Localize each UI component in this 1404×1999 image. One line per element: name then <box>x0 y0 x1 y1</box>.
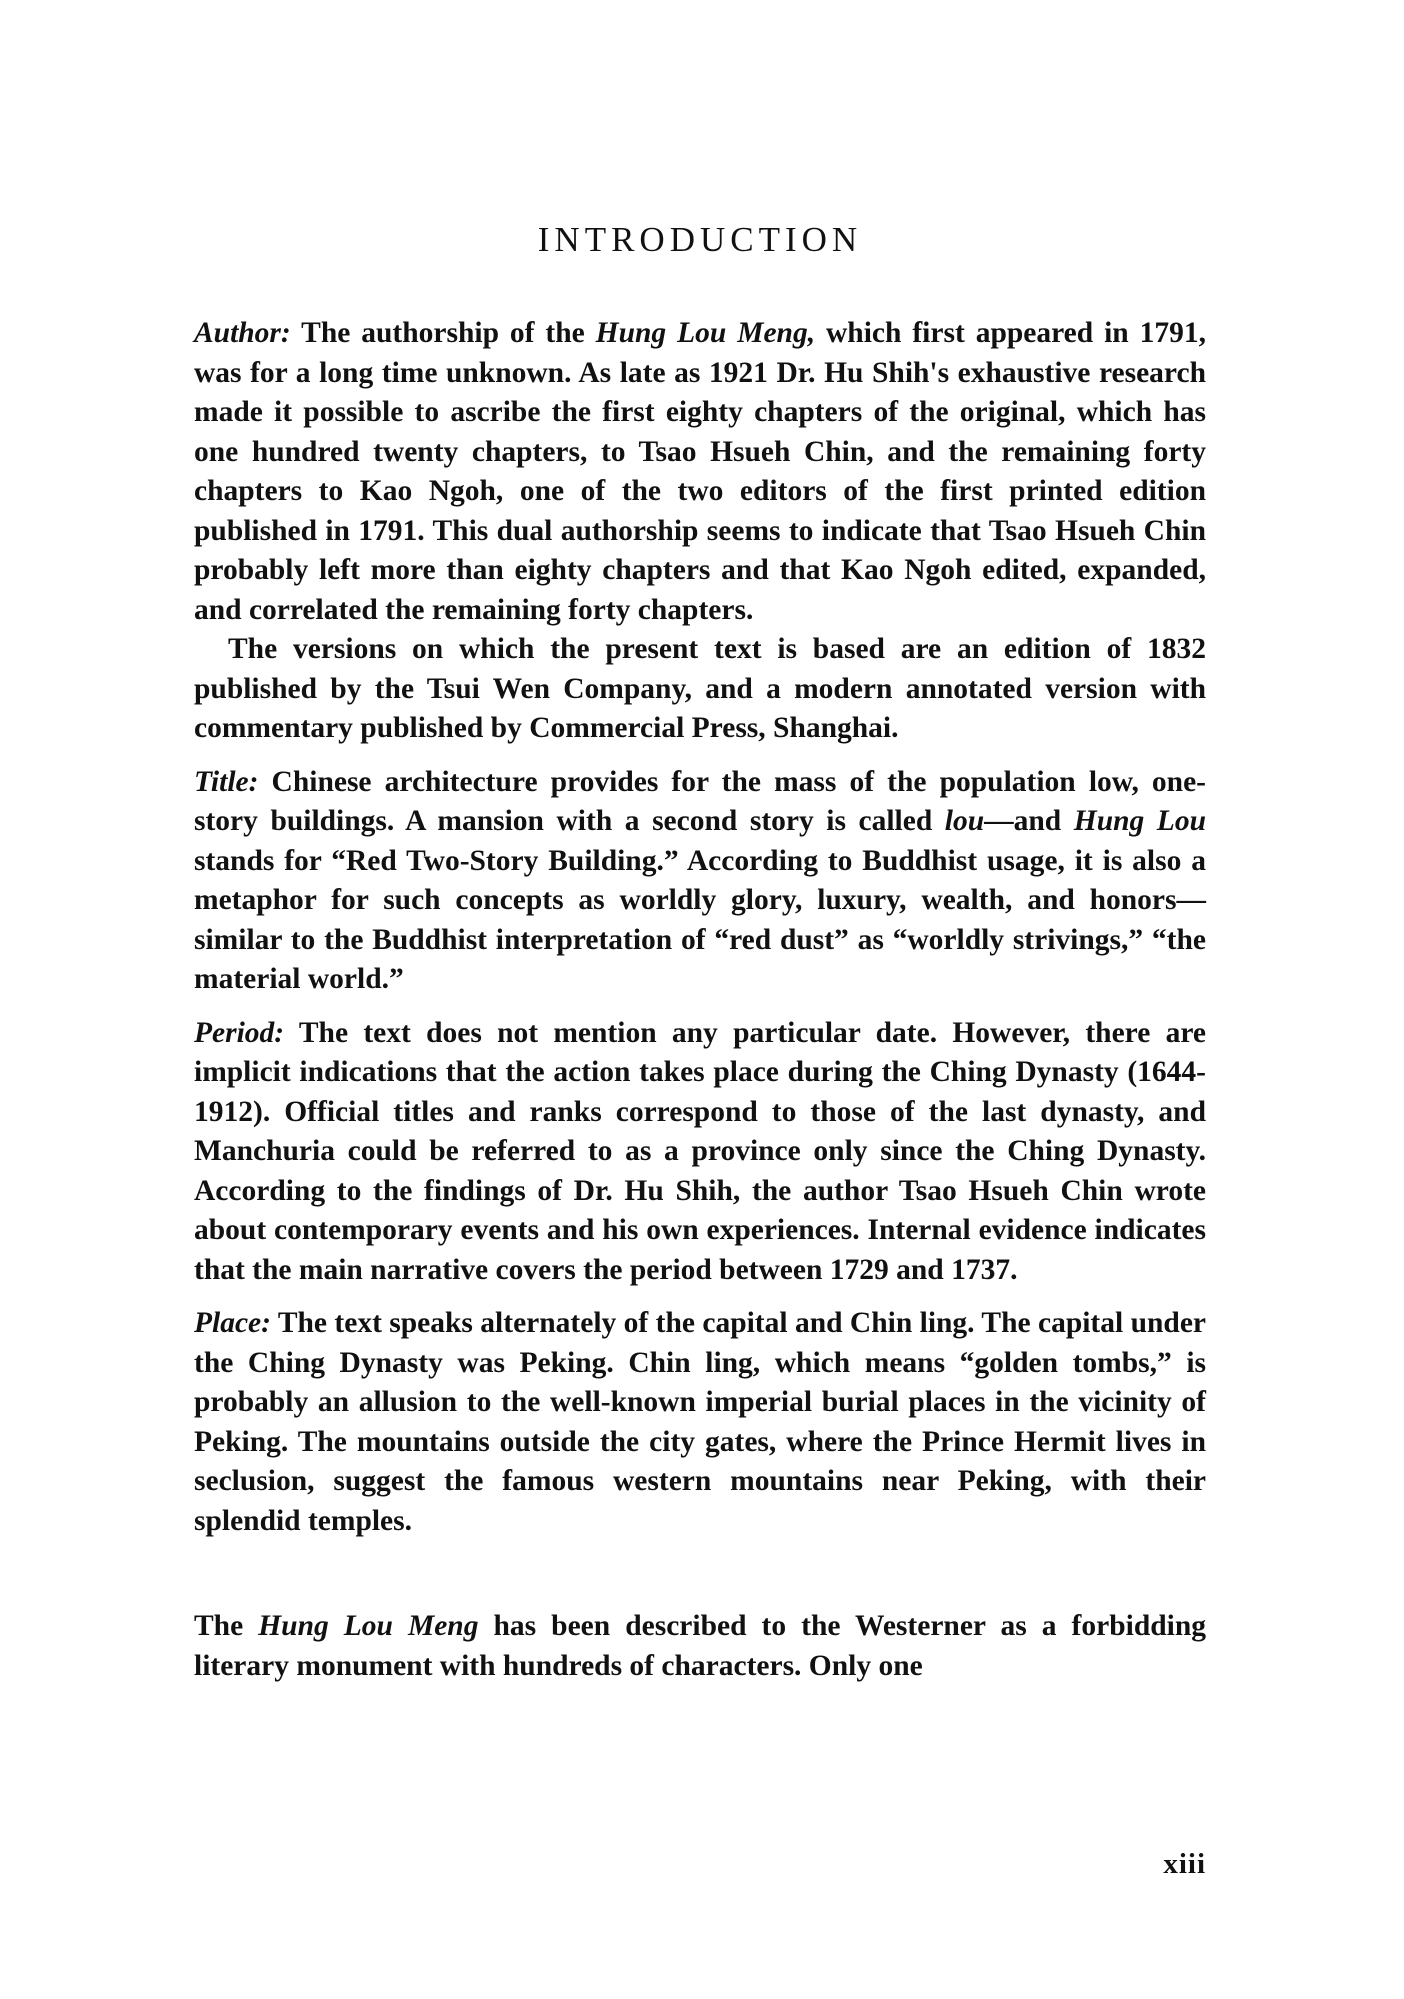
book-page <box>194 220 1206 1880</box>
versions-paragraph: The versions on which the present text is based are an edition of 1832 published by the Tsui Wen Company, and a modern annotated version with commentary published by Commercial Press, Shanghai. <box>194 633 1206 744</box>
title-paragraph <box>194 763 1206 1000</box>
title-text-1: Chinese architecture provides for the mass of the population low, one-story buildings. A mansion with a second story is called <box>194 765 1206 837</box>
author-label: Author: <box>194 317 291 349</box>
author-paragraph <box>194 314 1206 630</box>
author-text-1: The authorship of the <box>290 317 596 349</box>
lou-italic: lou <box>944 805 985 837</box>
period-text: The text does not mention any particular date. However, there are implicit indications that the action takes place during the Ching Dynasty (1644-1912). Official titles and ranks correspond to those of the last dynasty, and Manchuria could be referred to as a province only since the Ching Dynasty. According to the findings of Dr. Hu Shih, the author Tsao Hsueh Chin wrote about contemporary events and his own experiences. Internal evidence indicates that the main narrative covers the period between 1729 and 1737. <box>194 1016 1206 1286</box>
closing-title-italic: Hung Lou Meng <box>258 1610 479 1642</box>
closing-text-1: The <box>194 1610 259 1642</box>
title-label: Title: <box>194 765 259 798</box>
author-text-2: which first appeared in 1791, was for a long time unknown. As late as 1921 Dr. Hu Shih's exhaustive research made it possible to ascribe the first eighty chapters of the original, which has one hundred twenty chapters, to Tsao Hsueh Chin, and the remaining forty chapters to Kao Ngoh, one of the two editors of the first printed edition published in 1791. This dual authorship seems to indicate that Tsao Hsueh Chin probably left more than eighty chapters and that Kao Ngoh edited, expanded, and correlated the remaining forty chapters. <box>194 317 1206 626</box>
place-paragraph <box>194 1304 1206 1541</box>
title-text-3: stands for “Red Two-Story Building.” According to Buddhist usage, it is also a metaphor for such concepts as worldly glory, luxury, wealth, and honors—similar to the Buddhist interpretation of “red dust” as “worldly strivings,” “the material world.” <box>194 844 1206 995</box>
page-heading: INTRODUCTION <box>537 220 863 259</box>
closing-paragraph <box>194 1607 1206 1686</box>
page-number: xiii <box>1163 1848 1206 1880</box>
period-label: Period: <box>194 1016 285 1049</box>
period-paragraph <box>194 1014 1206 1291</box>
title-text-2: —and <box>984 805 1074 837</box>
closing-text-2: has been described to the Westerner as a forbidding literary monument with hundreds of characters. Only one <box>194 1610 1206 1682</box>
hung-lou-italic: Hung Lou <box>1073 805 1206 837</box>
place-label: Place: <box>194 1307 271 1339</box>
book-title-italic: Hung Lou Meng, <box>595 317 816 349</box>
place-text: The text speaks alternately of the capital and Chin ling. The capital under the Ching Dynasty was Peking. Chin ling, which means “golden tombs,” is probably an allusion to the well-known imperial burial places in the vicinity of Peking. The mountains outside the city gates, where the Prince Hermit lives in seclusion, suggest the famous western mountains near Peking, with their splendid temples. <box>194 1307 1206 1537</box>
